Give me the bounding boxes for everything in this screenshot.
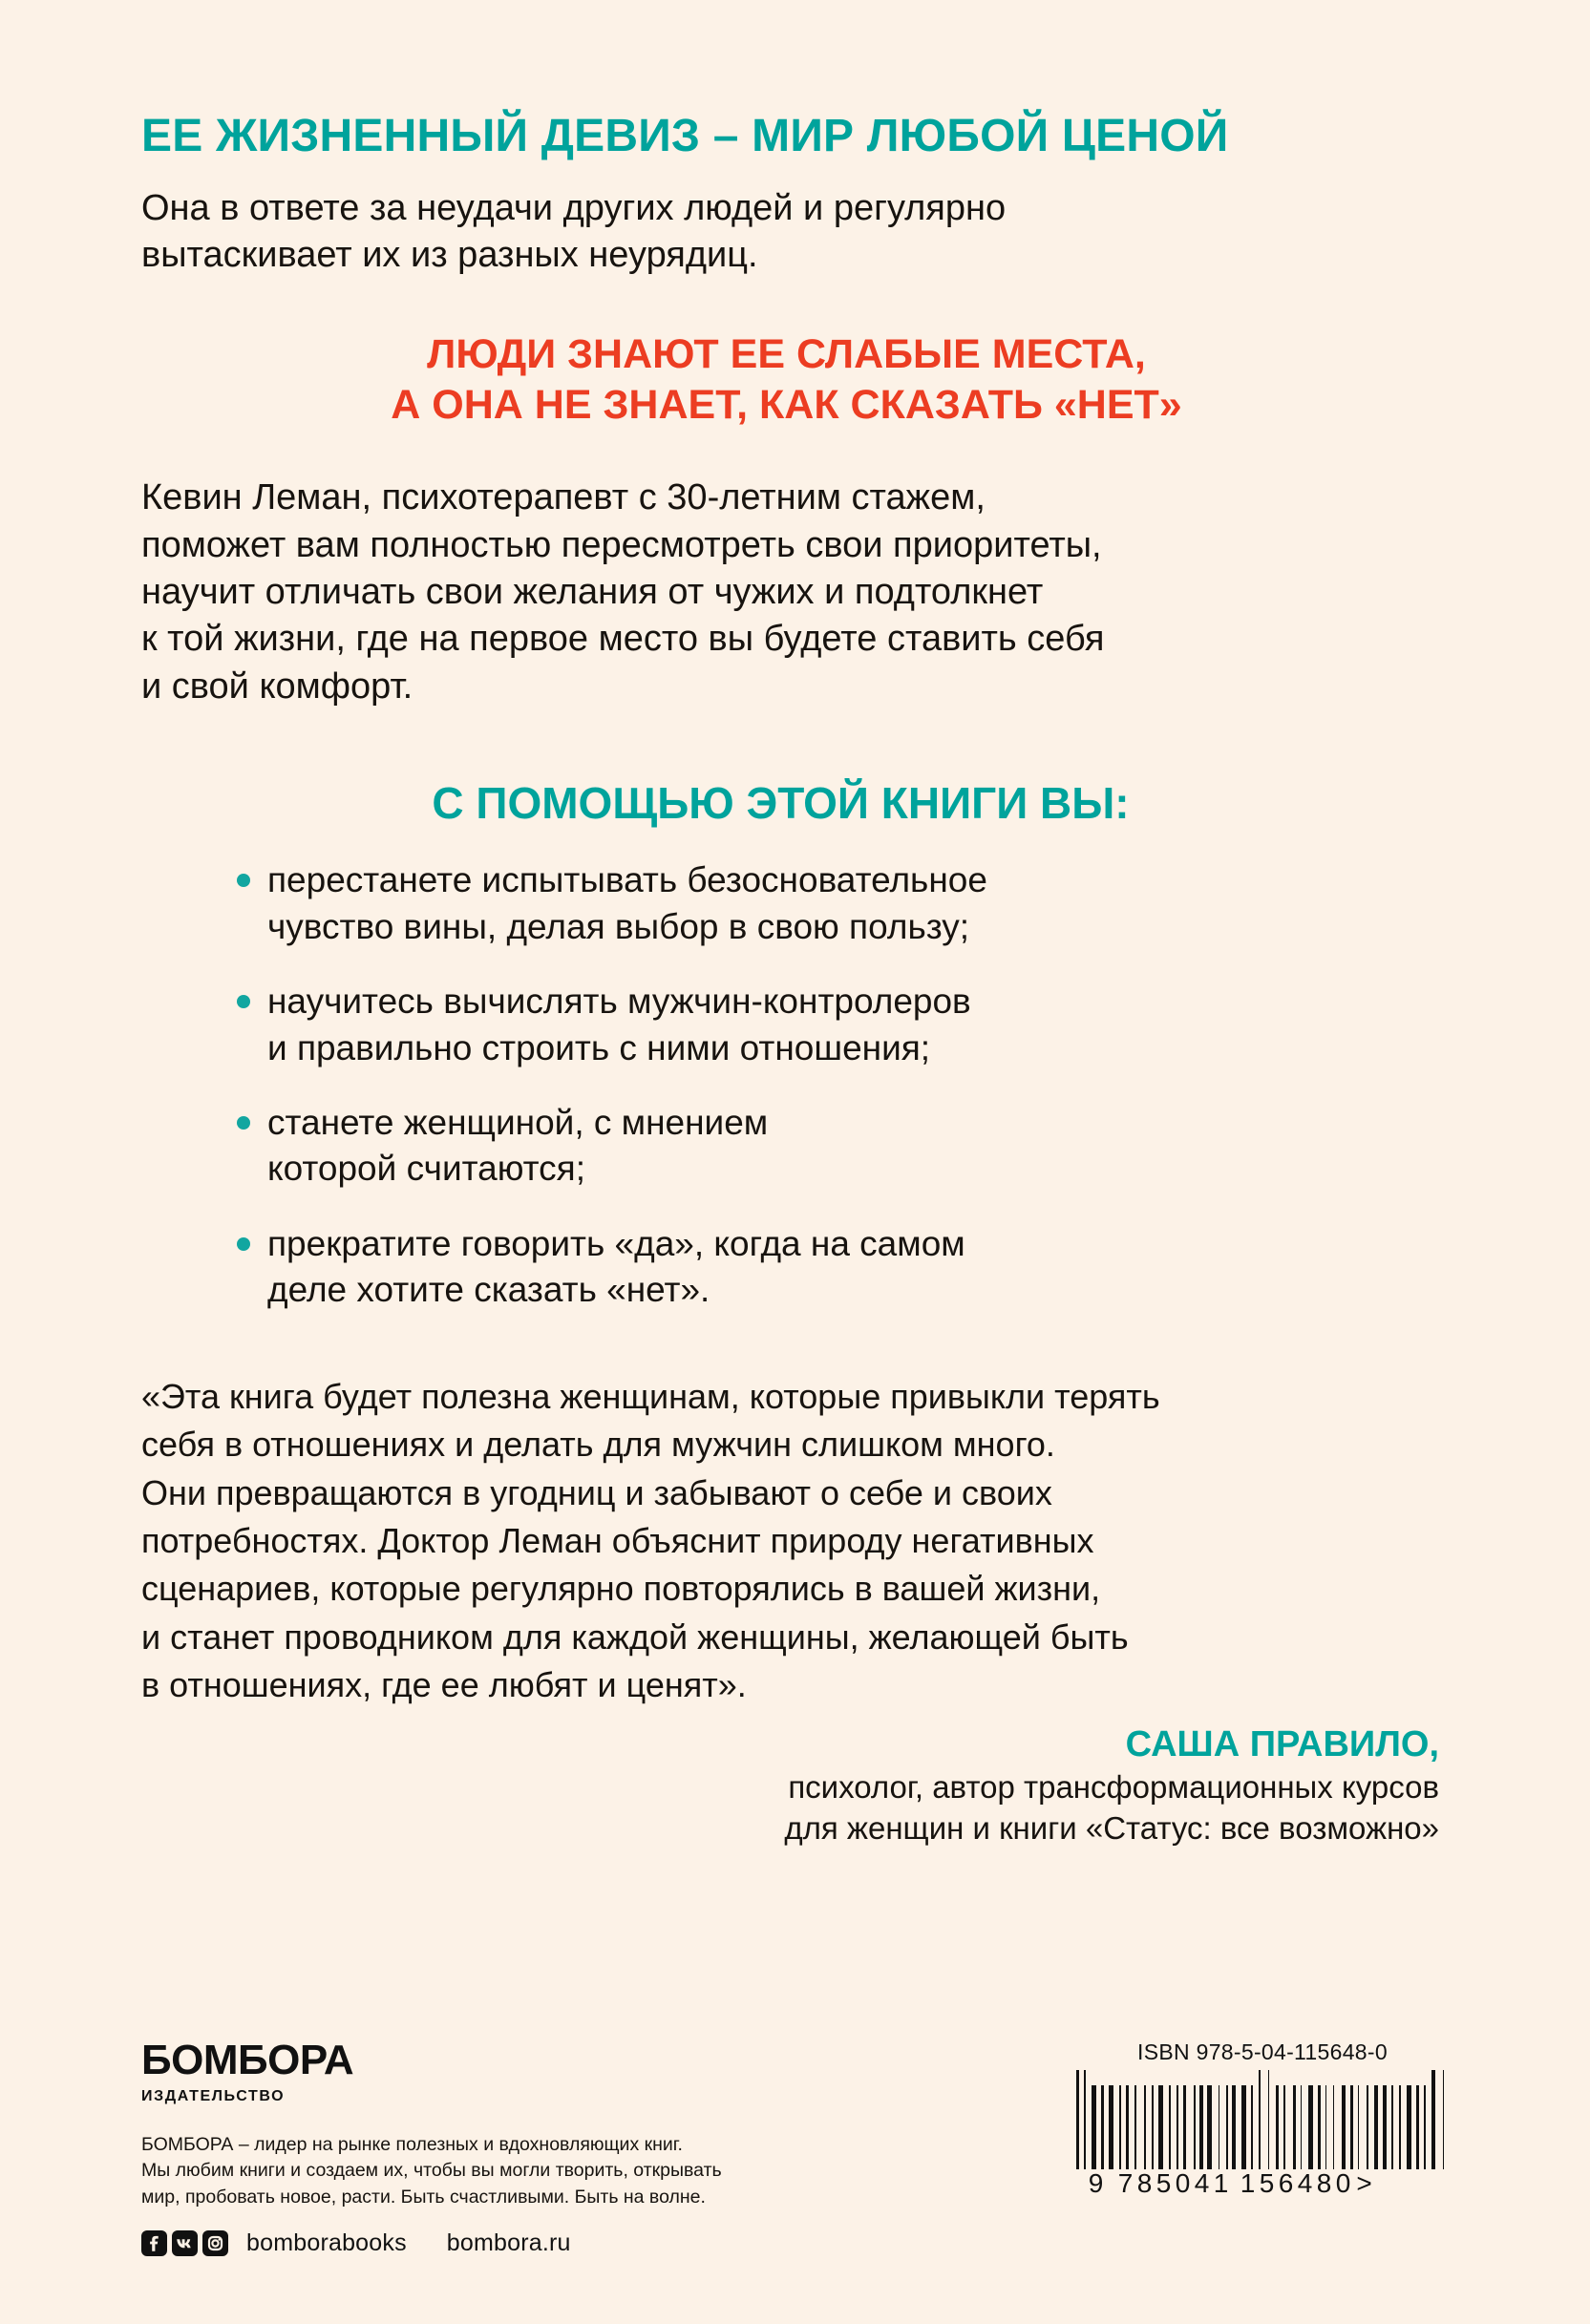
quote-line-5: сценариев, которые регулярно повторялись в вашей жизни, <box>141 1569 1101 1609</box>
benefit-2-line-1: научитесь вычислять мужчин-контролеров <box>267 982 971 1022</box>
barcode-group-2: 1 5 6 4 8 0 <box>1240 2168 1352 2198</box>
description-line-5: и свой комфорт. <box>141 666 413 707</box>
lead-line-1: Она в ответе за неудачи других людей и регулярно <box>141 187 1007 228</box>
isbn-label: ISBN 978-5-04-115648-0 <box>1137 2039 1388 2064</box>
benefit-4-line-1: прекратите говорить «да», когда на самом <box>267 1223 965 1263</box>
publisher-blurb-line-2: Мы любим книги и создаем их, чтобы вы могли творить, открывать <box>141 2160 722 2182</box>
publisher-blurb-line-3: мир, пробовать новое, расти. Быть счастливыми. Быть на волне. <box>141 2186 706 2208</box>
orange-headline <box>141 329 1449 432</box>
publisher-website[interactable]: bombora.ru <box>446 2229 571 2256</box>
vk-icon[interactable] <box>172 2230 198 2256</box>
endorsement-quote <box>141 1373 1449 1710</box>
quote-line-3: Они превращаются в угодниц и забывают о себе и своих <box>141 1472 1052 1512</box>
benefits-section <box>141 777 1449 1314</box>
orange-headline-line-1: ЛЮДИ ЗНАЮТ ЕЕ СЛАБЫЕ МЕСТА, <box>427 330 1146 377</box>
benefits-list <box>141 857 1449 1314</box>
publisher-logo-subtitle: ИЗДАТЕЛЬСТВО <box>141 2088 286 2104</box>
endorsement-attribution <box>141 1722 1449 1849</box>
orange-headline-line-2: А ОНА НЕ ЗНАЕТ, КАК СКАЗАТЬ «НЕТ» <box>391 381 1182 428</box>
quote-line-4: потребностях. Доктор Леман объяснит природу негативных <box>141 1521 1094 1561</box>
barcode-bars <box>1076 2070 1449 2169</box>
benefits-heading: С ПОМОЩЬЮ ЭТОЙ КНИГИ ВЫ: <box>432 778 1130 829</box>
benefit-1-line-1: перестанете испытывать безосновательное <box>267 860 987 900</box>
lead-line-2: вытаскивает их из разных неурядиц. <box>141 235 758 276</box>
endorser-name: САША ПРАВИЛО, <box>1125 1723 1439 1764</box>
bullet-dot-icon <box>237 995 250 1008</box>
benefit-4-line-2: деле хотите сказать «нет». <box>267 1270 710 1310</box>
publisher-block <box>141 2039 905 2257</box>
publisher-logo: БОМБОРА <box>141 2037 354 2083</box>
benefit-2-line-2: и правильно строить с ними отношения; <box>267 1027 931 1067</box>
benefit-3-line-2: которой считаются; <box>267 1149 585 1189</box>
description-line-3: научит отличать свои желания от чужих и подтолкнет <box>141 571 1044 612</box>
barcode-lead-digit: 9 <box>1088 2168 1105 2198</box>
social-handle[interactable]: bomborabooks <box>246 2229 407 2256</box>
barcode-block <box>1076 2039 1449 2199</box>
publisher-blurb <box>141 2132 905 2210</box>
quote-line-2: себя в отношениях и делать для мужчин слишком много. <box>141 1425 1055 1465</box>
lead-text <box>141 185 1449 280</box>
list-item <box>237 979 1449 1071</box>
benefit-1-line-2: чувство вины, делая выбор в свою пользу; <box>267 906 970 946</box>
description-text <box>141 475 1449 710</box>
description-line-2: поможет вам полностью пересмотреть свои приоритеты, <box>141 524 1102 565</box>
list-item <box>237 857 1449 950</box>
bullet-dot-icon <box>237 874 250 887</box>
description-line-4: к той жизни, где на первое место вы будете ставить себя <box>141 619 1105 660</box>
endorser-role-line-1: психолог, автор трансформационных курсов <box>788 1769 1439 1806</box>
list-item <box>237 1221 1449 1314</box>
bullet-dot-icon <box>237 1237 250 1251</box>
social-links-row <box>141 2229 905 2257</box>
endorsement-section <box>141 1373 1449 1849</box>
endorser-role <box>141 1767 1439 1849</box>
benefit-3-line-1: станете женщиной, с мнением <box>267 1102 769 1142</box>
publisher-blurb-line-1: БОМБОРА – лидер на рынке полезных и вдохновляющих книг. <box>141 2134 683 2155</box>
facebook-icon[interactable] <box>141 2230 167 2256</box>
headline-section <box>141 0 1449 162</box>
quote-line-6: и станет проводником для каждой женщины, желающей быть <box>141 1616 1129 1657</box>
quote-line-1: «Эта книга будет полезна женщинам, которые привыкли терять <box>141 1376 1160 1416</box>
barcode-digits <box>1076 2168 1449 2199</box>
orange-headline-section <box>141 329 1449 432</box>
quote-line-7: в отношениях, где ее любят и ценят». <box>141 1665 747 1705</box>
footer <box>141 2039 1449 2288</box>
barcode-group-1: 7 8 5 0 4 1 <box>1117 2168 1230 2198</box>
description-line-1: Кевин Леман, психотерапевт с 30-летним стажем, <box>141 477 986 518</box>
barcode-trailing: > <box>1356 2168 1373 2198</box>
description-paragraph <box>141 475 1449 710</box>
endorser-role-line-2: для женщин и книги «Статус: все возможно» <box>784 1810 1439 1847</box>
page-title: ЕЕ ЖИЗНЕННЫЙ ДЕВИЗ – МИР ЛЮБОЙ ЦЕНОЙ <box>141 111 1229 161</box>
list-item <box>237 1100 1449 1193</box>
bullet-dot-icon <box>237 1116 250 1130</box>
lead-paragraph <box>141 185 1449 280</box>
instagram-icon[interactable] <box>202 2230 228 2256</box>
